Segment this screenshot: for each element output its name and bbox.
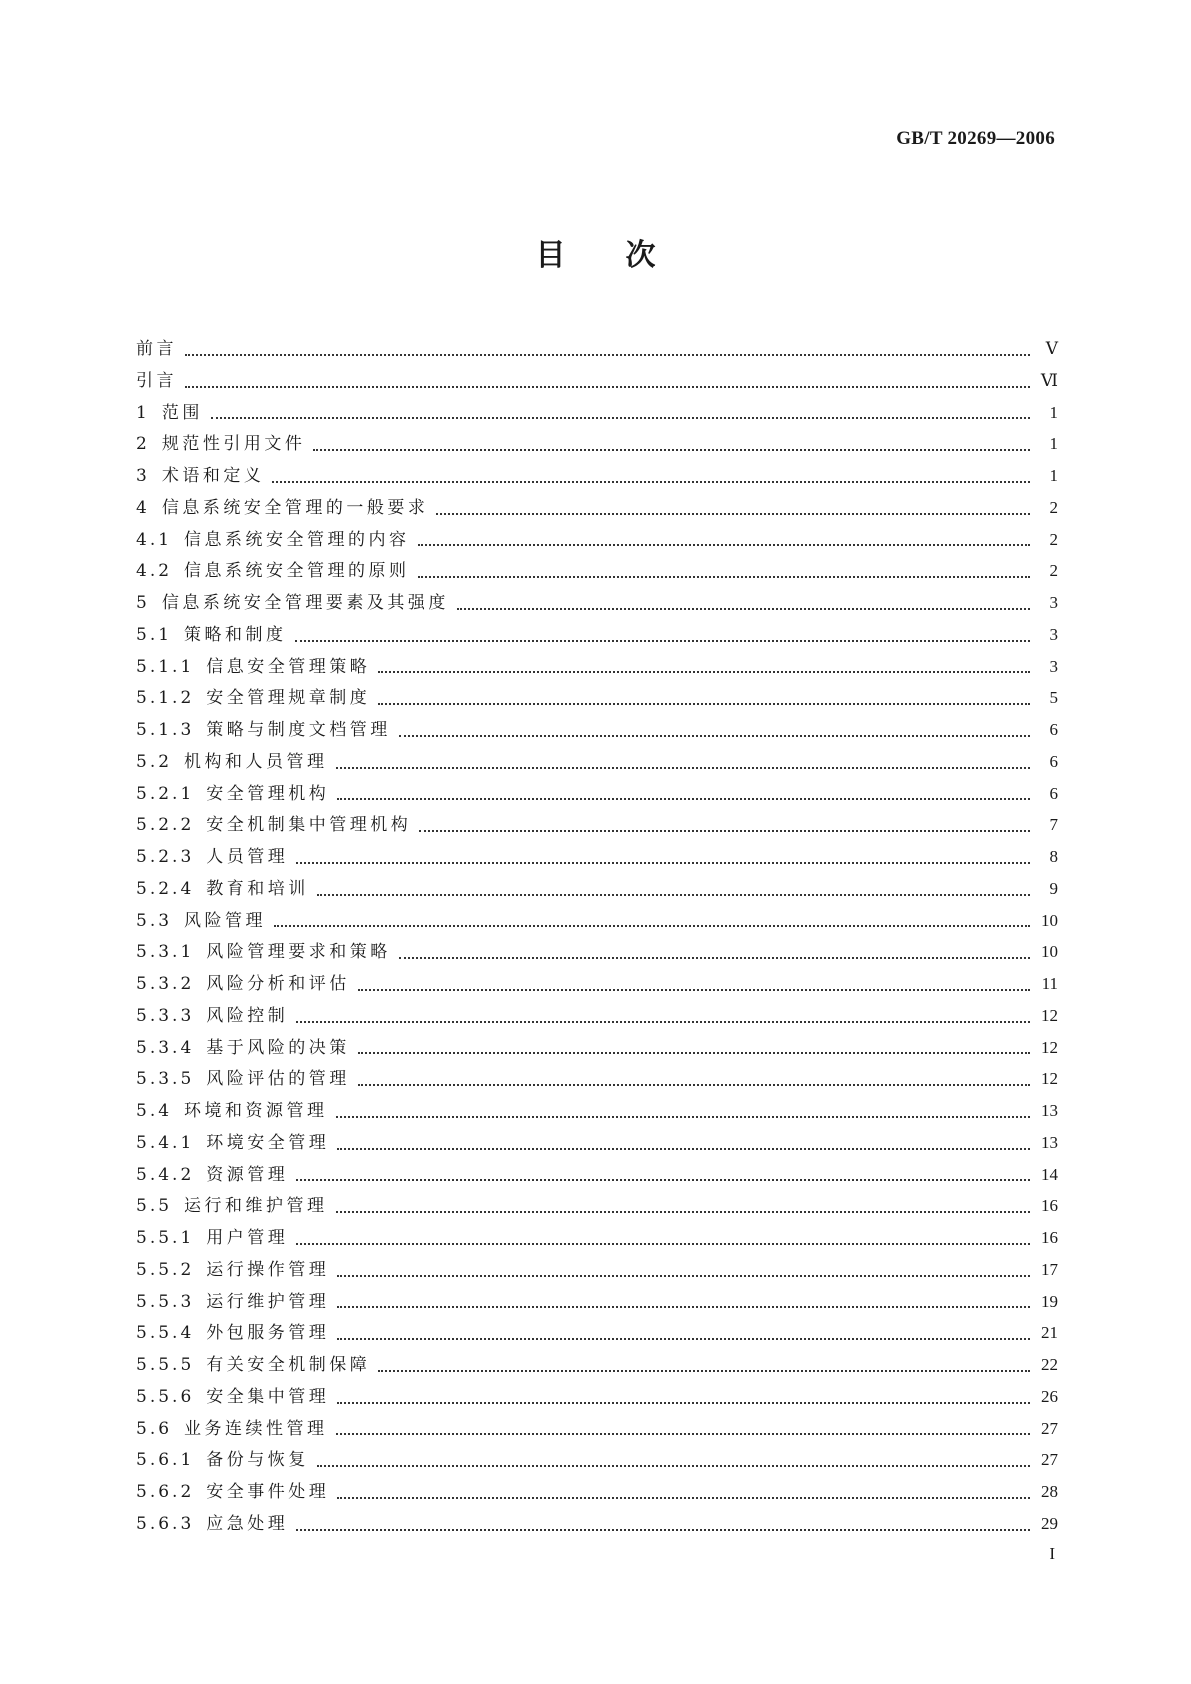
toc-entry bbox=[136, 1444, 1058, 1476]
toc-entry bbox=[136, 1190, 1058, 1222]
toc-entry-title: 风险分析和评估 bbox=[206, 974, 350, 994]
toc-entry-page: Ⅵ bbox=[1040, 370, 1058, 390]
toc-entry-number: 5.2.4 bbox=[136, 878, 195, 899]
toc-entry-title: 外包服务管理 bbox=[206, 1323, 330, 1344]
toc-entry-page: Ⅴ bbox=[1045, 339, 1058, 358]
toc-entry-page: 10 bbox=[1041, 910, 1058, 930]
toc-entry-page: 8 bbox=[1049, 847, 1058, 866]
toc-entry bbox=[136, 1095, 1058, 1127]
toc-entry-page: 5 bbox=[1049, 688, 1058, 708]
toc-entry-number: 5.6 bbox=[136, 1418, 173, 1439]
toc-leader-dots bbox=[436, 512, 1030, 515]
toc-leader-dots bbox=[274, 924, 1030, 927]
toc-entry-page: 3 bbox=[1049, 656, 1058, 676]
toc-leader-dots bbox=[336, 1210, 1030, 1213]
toc-entry bbox=[136, 619, 1058, 651]
toc-leader-dots bbox=[317, 1464, 1030, 1467]
toc-entry-number: 5.3.5 bbox=[136, 1069, 195, 1090]
toc-leader-dots bbox=[313, 448, 1030, 451]
toc-entry-title: 有关安全机制保障 bbox=[206, 1355, 371, 1375]
toc-entry-number: 2 bbox=[136, 434, 150, 455]
toc-entry-title: 安全集中管理 bbox=[206, 1386, 330, 1407]
toc-entry-number: 5.3.3 bbox=[136, 1005, 195, 1026]
toc-leader-dots bbox=[399, 734, 1030, 737]
toc-entry bbox=[136, 746, 1058, 778]
toc-entry bbox=[136, 936, 1058, 968]
toc-entry-page: 16 bbox=[1041, 1196, 1058, 1216]
toc-entry bbox=[136, 1222, 1058, 1254]
toc-entry bbox=[136, 682, 1058, 714]
toc-entry-number: 5.3.4 bbox=[136, 1037, 195, 1058]
toc-leader-dots bbox=[336, 1432, 1030, 1435]
toc-entry bbox=[136, 905, 1058, 937]
toc-entry-number: 5 bbox=[136, 593, 150, 613]
toc-leader-dots bbox=[336, 1115, 1030, 1118]
toc-entry bbox=[136, 1349, 1058, 1381]
toc-entry-title: 风险管理要求和策略 bbox=[206, 942, 391, 963]
toc-entry-number: 5.3 bbox=[136, 910, 173, 931]
toc-entry bbox=[136, 587, 1058, 619]
toc-entry-page: 6 bbox=[1049, 783, 1058, 803]
toc-entry-page: 12 bbox=[1041, 1037, 1058, 1057]
toc-leader-dots bbox=[358, 1051, 1030, 1054]
toc-entry bbox=[136, 714, 1058, 746]
toc-entry-title: 环境和资源管理 bbox=[184, 1101, 328, 1121]
toc-entry-page: 29 bbox=[1041, 1513, 1058, 1533]
toc-entry-title: 资源管理 bbox=[206, 1164, 289, 1185]
toc-entry bbox=[136, 1317, 1058, 1349]
toc-entry-title: 业务连续性管理 bbox=[184, 1418, 328, 1439]
toc-entry-page: 11 bbox=[1041, 974, 1058, 993]
toc-entry-number: 5.4.1 bbox=[136, 1132, 195, 1153]
toc-entry-title: 基于风险的决策 bbox=[206, 1037, 350, 1058]
toc-entry-page: 2 bbox=[1049, 529, 1058, 549]
toc-leader-dots bbox=[296, 861, 1030, 864]
toc-entry-title: 策略与制度文档管理 bbox=[206, 720, 391, 740]
toc-entry bbox=[136, 1413, 1058, 1445]
toc-entry-title: 运行和维护管理 bbox=[184, 1196, 328, 1217]
toc-leader-dots bbox=[295, 639, 1030, 642]
standard-code: GB/T 20269—2006 bbox=[896, 128, 1055, 149]
toc-entry-page: 27 bbox=[1041, 1418, 1058, 1438]
toc-entry-page: 17 bbox=[1041, 1259, 1058, 1279]
toc-entry-title: 信息系统安全管理要素及其强度 bbox=[161, 593, 449, 613]
toc-entry-title: 安全管理规章制度 bbox=[206, 688, 371, 709]
toc-entry-title: 安全管理机构 bbox=[206, 783, 330, 804]
toc-entry-title: 机构和人员管理 bbox=[184, 751, 328, 772]
toc-entry bbox=[136, 873, 1058, 905]
toc-leader-dots bbox=[296, 1528, 1030, 1531]
toc-leader-dots bbox=[358, 988, 1030, 991]
toc-entry-page: 22 bbox=[1041, 1355, 1058, 1374]
toc-entry-page: 12 bbox=[1041, 1069, 1058, 1089]
toc-entry-page: 9 bbox=[1049, 878, 1058, 898]
toc-entry-number: 5.1 bbox=[136, 624, 173, 645]
toc-entry-page: 19 bbox=[1041, 1291, 1058, 1311]
toc-entry-title: 策略和制度 bbox=[184, 624, 287, 645]
toc-entry bbox=[136, 651, 1058, 683]
toc-entry-title: 安全事件处理 bbox=[206, 1482, 330, 1502]
toc-entry-title: 规范性引用文件 bbox=[161, 434, 306, 455]
toc-entry-title: 用户管理 bbox=[206, 1228, 289, 1248]
toc-leader-dots bbox=[296, 1178, 1030, 1181]
toc-entry-page: 1 bbox=[1049, 434, 1058, 454]
toc-entry-title: 运行维护管理 bbox=[206, 1291, 330, 1312]
toc-entry-page: 6 bbox=[1049, 720, 1058, 739]
toc-entry-number: 5.4 bbox=[136, 1101, 173, 1121]
toc-entry-title: 环境安全管理 bbox=[206, 1132, 330, 1153]
toc-entry-number: 5.5.4 bbox=[136, 1323, 195, 1344]
toc-entry-number: 5.1.3 bbox=[136, 720, 195, 740]
toc-entry bbox=[136, 1254, 1058, 1286]
toc-leader-dots bbox=[337, 797, 1030, 800]
toc-entry bbox=[136, 1127, 1058, 1159]
toc-entry bbox=[136, 1032, 1058, 1064]
toc-entry-title: 引言 bbox=[136, 370, 177, 391]
page-title: 目次 bbox=[535, 238, 716, 273]
toc-entry-page: 7 bbox=[1049, 815, 1058, 835]
toc-entry-title: 信息系统安全管理的一般要求 bbox=[161, 497, 429, 518]
toc-entry-title: 教育和培训 bbox=[206, 878, 309, 899]
toc-entry-title: 安全机制集中管理机构 bbox=[206, 815, 412, 836]
toc-entry bbox=[136, 1000, 1058, 1032]
toc-leader-dots bbox=[185, 385, 1030, 388]
toc-entry-number: 5.5.5 bbox=[136, 1355, 195, 1375]
toc-leader-dots bbox=[337, 1147, 1030, 1150]
toc-entry-number: 5.5 bbox=[136, 1196, 173, 1217]
toc-entry bbox=[136, 524, 1058, 556]
toc-entry-title: 范围 bbox=[161, 402, 203, 423]
toc-leader-dots bbox=[296, 1242, 1030, 1245]
toc-entry-title: 信息安全管理策略 bbox=[206, 656, 371, 677]
toc-entry-number: 4 bbox=[136, 497, 150, 518]
toc-entry-page: 2 bbox=[1049, 561, 1058, 581]
toc-entry bbox=[136, 1381, 1058, 1413]
toc-entry-number: 4.1 bbox=[136, 529, 173, 550]
toc-entry-page: 26 bbox=[1041, 1386, 1058, 1406]
toc-entry-number: 5.4.2 bbox=[136, 1164, 195, 1185]
toc-entry-page: 27 bbox=[1041, 1450, 1058, 1470]
toc-entry-number: 5.3.1 bbox=[136, 942, 195, 963]
toc-entry-number: 5.5.6 bbox=[136, 1386, 195, 1407]
toc-entry-page: 1 bbox=[1049, 466, 1058, 485]
toc-entry-number: 5.2.3 bbox=[136, 847, 195, 867]
toc-entry-title: 前言 bbox=[136, 339, 177, 359]
toc-leader-dots bbox=[272, 480, 1030, 483]
toc-entry-title: 备份与恢复 bbox=[206, 1450, 309, 1471]
toc-entry-number: 4.2 bbox=[136, 561, 173, 582]
toc-entry-number: 5.2.2 bbox=[136, 815, 195, 836]
toc-entry-number: 5.6.1 bbox=[136, 1450, 195, 1471]
toc-entry-page: 14 bbox=[1041, 1164, 1058, 1184]
toc-entry-title: 信息系统安全管理的内容 bbox=[184, 529, 410, 550]
toc-entry bbox=[136, 460, 1058, 492]
toc-entry-page: 21 bbox=[1041, 1323, 1058, 1343]
toc-leader-dots bbox=[418, 575, 1030, 578]
toc-leader-dots bbox=[358, 1083, 1030, 1086]
toc-entry-page: 28 bbox=[1041, 1482, 1058, 1501]
toc-leader-dots bbox=[418, 543, 1030, 546]
toc-leader-dots bbox=[378, 1369, 1030, 1372]
toc-entry-page: 6 bbox=[1049, 751, 1058, 771]
toc-entry bbox=[136, 809, 1058, 841]
toc-entry bbox=[136, 1508, 1058, 1540]
toc-leader-dots bbox=[337, 1305, 1030, 1308]
toc-entry-page: 3 bbox=[1049, 593, 1058, 612]
toc-entry bbox=[136, 333, 1058, 365]
toc-leader-dots bbox=[337, 1496, 1030, 1499]
toc-entry-number: 5.5.1 bbox=[136, 1228, 195, 1248]
toc-leader-dots bbox=[336, 766, 1030, 769]
toc-entry bbox=[136, 1063, 1058, 1095]
toc-entry bbox=[136, 365, 1058, 397]
toc-entry-number: 5.6.2 bbox=[136, 1482, 195, 1502]
toc-entry-number: 3 bbox=[136, 466, 150, 486]
toc-entry-number: 5.5.2 bbox=[136, 1259, 195, 1280]
toc-entry-title: 运行操作管理 bbox=[206, 1259, 330, 1280]
toc-entry-number: 5.3.2 bbox=[136, 974, 195, 994]
toc-leader-dots bbox=[378, 702, 1030, 705]
toc-leader-dots bbox=[337, 1274, 1030, 1277]
toc-entry bbox=[136, 1476, 1058, 1508]
toc-entry-page: 2 bbox=[1049, 497, 1058, 517]
toc-entry-page: 10 bbox=[1041, 942, 1058, 962]
page-number: I bbox=[1049, 1544, 1055, 1563]
toc-entry-page: 13 bbox=[1041, 1132, 1058, 1152]
toc-entry-number: 5.1.1 bbox=[136, 656, 195, 677]
toc-entry bbox=[136, 841, 1058, 873]
toc-leader-dots bbox=[296, 1020, 1030, 1023]
toc-leader-dots bbox=[337, 1337, 1030, 1340]
toc-entry-title: 应急处理 bbox=[206, 1513, 289, 1534]
toc-leader-dots bbox=[457, 607, 1030, 610]
toc-entry bbox=[136, 1286, 1058, 1318]
toc-entry bbox=[136, 968, 1058, 1000]
toc-leader-dots bbox=[317, 893, 1030, 896]
toc-entry-title: 信息系统安全管理的原则 bbox=[184, 561, 410, 582]
toc-entry bbox=[136, 428, 1058, 460]
toc-leader-dots bbox=[185, 353, 1030, 356]
toc-entry-page: 12 bbox=[1041, 1005, 1058, 1025]
toc-entry bbox=[136, 555, 1058, 587]
toc-leader-dots bbox=[419, 829, 1030, 832]
toc-entry bbox=[136, 778, 1058, 810]
toc-entry-title: 风险评估的管理 bbox=[206, 1069, 350, 1090]
toc-entry-number: 5.6.3 bbox=[136, 1513, 195, 1534]
toc-entry-page: 1 bbox=[1049, 402, 1058, 422]
toc-leader-dots bbox=[211, 416, 1030, 419]
toc-leader-dots bbox=[378, 670, 1030, 673]
toc-entry-number: 1 bbox=[136, 402, 150, 423]
toc-entry-number: 5.1.2 bbox=[136, 688, 195, 709]
toc-entry bbox=[136, 397, 1058, 429]
toc-entry-title: 风险控制 bbox=[206, 1005, 289, 1026]
toc-entry bbox=[136, 492, 1058, 524]
toc-entry-title: 人员管理 bbox=[206, 847, 289, 867]
toc-entry-title: 风险管理 bbox=[184, 910, 267, 931]
toc-entry-number: 5.5.3 bbox=[136, 1291, 195, 1312]
toc-leader-dots bbox=[337, 1401, 1030, 1404]
toc-entry-title: 术语和定义 bbox=[161, 466, 265, 486]
toc-entry bbox=[136, 1159, 1058, 1191]
toc-entry-number: 5.2.1 bbox=[136, 783, 195, 804]
table-of-contents bbox=[136, 333, 1058, 1540]
toc-entry-page: 3 bbox=[1049, 624, 1058, 644]
toc-entry-page: 13 bbox=[1041, 1101, 1058, 1120]
toc-entry-number: 5.2 bbox=[136, 751, 173, 772]
toc-leader-dots bbox=[399, 956, 1030, 959]
toc-entry-page: 16 bbox=[1041, 1228, 1058, 1247]
